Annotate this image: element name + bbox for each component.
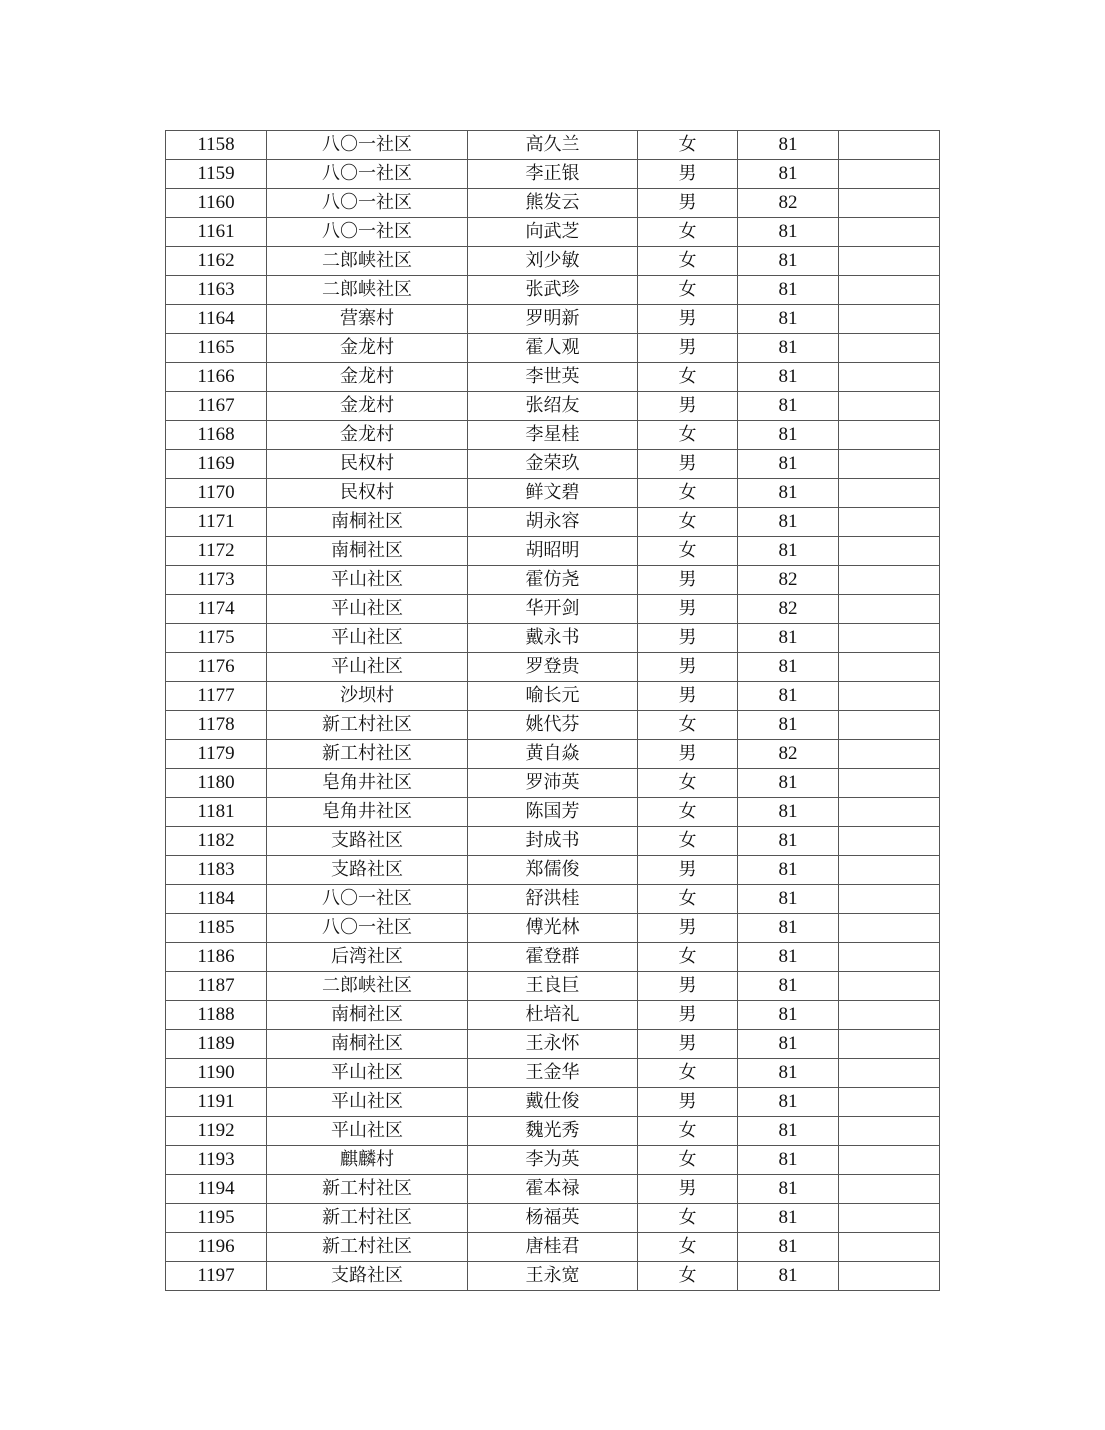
cell-note xyxy=(839,856,940,885)
cell-name: 舒洪桂 xyxy=(468,885,638,914)
cell-name: 杜培礼 xyxy=(468,1001,638,1030)
cell-community: 麒麟村 xyxy=(267,1146,468,1175)
cell-community: 八〇一社区 xyxy=(267,160,468,189)
cell-name: 王金华 xyxy=(468,1059,638,1088)
cell-name: 封成书 xyxy=(468,827,638,856)
cell-number: 1169 xyxy=(166,450,267,479)
cell-note xyxy=(839,711,940,740)
cell-community: 平山社区 xyxy=(267,1088,468,1117)
cell-age: 81 xyxy=(738,1262,839,1291)
cell-note xyxy=(839,740,940,769)
cell-number: 1184 xyxy=(166,885,267,914)
table-row xyxy=(166,537,940,566)
cell-number: 1159 xyxy=(166,160,267,189)
cell-age: 81 xyxy=(738,914,839,943)
cell-name: 戴永书 xyxy=(468,624,638,653)
cell-note xyxy=(839,1204,940,1233)
cell-number: 1185 xyxy=(166,914,267,943)
cell-age: 81 xyxy=(738,972,839,1001)
cell-age: 82 xyxy=(738,595,839,624)
cell-name: 高久兰 xyxy=(468,131,638,160)
table-row xyxy=(166,1146,940,1175)
table-row xyxy=(166,334,940,363)
cell-gender: 女 xyxy=(638,479,738,508)
cell-number: 1178 xyxy=(166,711,267,740)
cell-gender: 女 xyxy=(638,798,738,827)
cell-name: 鲜文碧 xyxy=(468,479,638,508)
cell-age: 81 xyxy=(738,421,839,450)
cell-gender: 男 xyxy=(638,450,738,479)
cell-age: 81 xyxy=(738,1117,839,1146)
table-row xyxy=(166,131,940,160)
cell-note xyxy=(839,218,940,247)
cell-note xyxy=(839,682,940,711)
cell-name: 陈国芳 xyxy=(468,798,638,827)
cell-community: 南桐社区 xyxy=(267,537,468,566)
cell-number: 1170 xyxy=(166,479,267,508)
cell-community: 二郎峡社区 xyxy=(267,972,468,1001)
cell-name: 霍本禄 xyxy=(468,1175,638,1204)
cell-community: 八〇一社区 xyxy=(267,218,468,247)
cell-note xyxy=(839,653,940,682)
cell-name: 张武珍 xyxy=(468,276,638,305)
cell-name: 刘少敏 xyxy=(468,247,638,276)
cell-gender: 女 xyxy=(638,276,738,305)
cell-community: 平山社区 xyxy=(267,624,468,653)
cell-age: 81 xyxy=(738,1059,839,1088)
table-row xyxy=(166,450,940,479)
cell-gender: 女 xyxy=(638,1146,738,1175)
cell-note xyxy=(839,189,940,218)
cell-number: 1158 xyxy=(166,131,267,160)
cell-gender: 女 xyxy=(638,131,738,160)
cell-community: 皂角井社区 xyxy=(267,798,468,827)
cell-age: 82 xyxy=(738,566,839,595)
cell-community: 新工村社区 xyxy=(267,740,468,769)
cell-note xyxy=(839,247,940,276)
cell-note xyxy=(839,421,940,450)
cell-name: 傅光林 xyxy=(468,914,638,943)
cell-community: 八〇一社区 xyxy=(267,189,468,218)
cell-age: 81 xyxy=(738,682,839,711)
cell-name: 李为英 xyxy=(468,1146,638,1175)
cell-name: 李世英 xyxy=(468,363,638,392)
cell-note xyxy=(839,305,940,334)
cell-number: 1168 xyxy=(166,421,267,450)
table-row xyxy=(166,624,940,653)
cell-number: 1190 xyxy=(166,1059,267,1088)
table-row xyxy=(166,769,940,798)
cell-community: 支路社区 xyxy=(267,827,468,856)
cell-gender: 男 xyxy=(638,1088,738,1117)
table-row xyxy=(166,653,940,682)
cell-number: 1182 xyxy=(166,827,267,856)
cell-age: 81 xyxy=(738,798,839,827)
cell-community: 金龙村 xyxy=(267,334,468,363)
table-row xyxy=(166,247,940,276)
cell-age: 81 xyxy=(738,769,839,798)
cell-name: 郑儒俊 xyxy=(468,856,638,885)
cell-note xyxy=(839,334,940,363)
cell-note xyxy=(839,479,940,508)
cell-number: 1181 xyxy=(166,798,267,827)
table-row xyxy=(166,740,940,769)
cell-community: 新工村社区 xyxy=(267,1175,468,1204)
cell-note xyxy=(839,914,940,943)
cell-gender: 男 xyxy=(638,1175,738,1204)
cell-community: 平山社区 xyxy=(267,595,468,624)
cell-age: 81 xyxy=(738,1001,839,1030)
cell-community: 南桐社区 xyxy=(267,508,468,537)
table-row xyxy=(166,421,940,450)
cell-gender: 女 xyxy=(638,1204,738,1233)
cell-gender: 女 xyxy=(638,769,738,798)
cell-note xyxy=(839,1233,940,1262)
cell-age: 81 xyxy=(738,1030,839,1059)
cell-gender: 女 xyxy=(638,885,738,914)
cell-number: 1180 xyxy=(166,769,267,798)
cell-number: 1175 xyxy=(166,624,267,653)
cell-number: 1196 xyxy=(166,1233,267,1262)
cell-community: 新工村社区 xyxy=(267,1204,468,1233)
cell-age: 81 xyxy=(738,1175,839,1204)
cell-note xyxy=(839,1059,940,1088)
cell-gender: 男 xyxy=(638,334,738,363)
cell-gender: 女 xyxy=(638,363,738,392)
cell-age: 81 xyxy=(738,160,839,189)
cell-community: 八〇一社区 xyxy=(267,131,468,160)
cell-community: 平山社区 xyxy=(267,1117,468,1146)
table-row xyxy=(166,682,940,711)
cell-gender: 男 xyxy=(638,914,738,943)
cell-note xyxy=(839,450,940,479)
cell-gender: 女 xyxy=(638,537,738,566)
cell-gender: 男 xyxy=(638,682,738,711)
cell-number: 1160 xyxy=(166,189,267,218)
cell-community: 平山社区 xyxy=(267,653,468,682)
cell-number: 1172 xyxy=(166,537,267,566)
cell-name: 姚代芬 xyxy=(468,711,638,740)
cell-note xyxy=(839,160,940,189)
cell-community: 南桐社区 xyxy=(267,1001,468,1030)
cell-number: 1161 xyxy=(166,218,267,247)
cell-name: 罗沛英 xyxy=(468,769,638,798)
cell-age: 81 xyxy=(738,218,839,247)
cell-gender: 女 xyxy=(638,508,738,537)
cell-age: 81 xyxy=(738,276,839,305)
table-row xyxy=(166,189,940,218)
cell-name: 霍登群 xyxy=(468,943,638,972)
cell-gender: 女 xyxy=(638,1059,738,1088)
cell-name: 王良巨 xyxy=(468,972,638,1001)
cell-community: 金龙村 xyxy=(267,392,468,421)
cell-age: 81 xyxy=(738,537,839,566)
cell-age: 81 xyxy=(738,1088,839,1117)
cell-community: 八〇一社区 xyxy=(267,885,468,914)
cell-age: 81 xyxy=(738,392,839,421)
cell-note xyxy=(839,885,940,914)
cell-community: 支路社区 xyxy=(267,856,468,885)
table-row xyxy=(166,827,940,856)
cell-name: 向武芝 xyxy=(468,218,638,247)
cell-gender: 男 xyxy=(638,566,738,595)
cell-number: 1162 xyxy=(166,247,267,276)
roster-table xyxy=(165,130,940,1291)
cell-number: 1165 xyxy=(166,334,267,363)
cell-note xyxy=(839,1175,940,1204)
cell-community: 新工村社区 xyxy=(267,711,468,740)
cell-number: 1191 xyxy=(166,1088,267,1117)
cell-gender: 男 xyxy=(638,972,738,1001)
cell-age: 81 xyxy=(738,711,839,740)
cell-gender: 男 xyxy=(638,595,738,624)
cell-age: 81 xyxy=(738,624,839,653)
cell-gender: 女 xyxy=(638,943,738,972)
cell-number: 1179 xyxy=(166,740,267,769)
cell-note xyxy=(839,798,940,827)
cell-community: 金龙村 xyxy=(267,363,468,392)
cell-community: 支路社区 xyxy=(267,1262,468,1291)
cell-age: 81 xyxy=(738,450,839,479)
table-row xyxy=(166,885,940,914)
cell-name: 金荣玖 xyxy=(468,450,638,479)
cell-number: 1188 xyxy=(166,1001,267,1030)
cell-note xyxy=(839,1030,940,1059)
cell-note xyxy=(839,131,940,160)
cell-note xyxy=(839,972,940,1001)
cell-name: 霍人观 xyxy=(468,334,638,363)
cell-name: 魏光秀 xyxy=(468,1117,638,1146)
cell-gender: 男 xyxy=(638,1001,738,1030)
cell-note xyxy=(839,1088,940,1117)
table-row xyxy=(166,276,940,305)
cell-number: 1174 xyxy=(166,595,267,624)
cell-name: 黄自焱 xyxy=(468,740,638,769)
cell-gender: 女 xyxy=(638,421,738,450)
cell-note xyxy=(839,508,940,537)
cell-gender: 男 xyxy=(638,653,738,682)
cell-age: 81 xyxy=(738,247,839,276)
cell-note xyxy=(839,827,940,856)
cell-number: 1164 xyxy=(166,305,267,334)
cell-number: 1189 xyxy=(166,1030,267,1059)
cell-name: 唐桂君 xyxy=(468,1233,638,1262)
table-row xyxy=(166,160,940,189)
cell-gender: 男 xyxy=(638,189,738,218)
cell-age: 82 xyxy=(738,189,839,218)
cell-note xyxy=(839,1001,940,1030)
cell-community: 营寨村 xyxy=(267,305,468,334)
cell-community: 新工村社区 xyxy=(267,1233,468,1262)
cell-number: 1183 xyxy=(166,856,267,885)
table-row xyxy=(166,1233,940,1262)
cell-community: 后湾社区 xyxy=(267,943,468,972)
table-row xyxy=(166,972,940,1001)
cell-name: 胡昭明 xyxy=(468,537,638,566)
cell-name: 熊发云 xyxy=(468,189,638,218)
table-row xyxy=(166,1117,940,1146)
cell-note xyxy=(839,276,940,305)
cell-note xyxy=(839,943,940,972)
cell-number: 1176 xyxy=(166,653,267,682)
table-row xyxy=(166,566,940,595)
cell-name: 胡永容 xyxy=(468,508,638,537)
cell-name: 罗明新 xyxy=(468,305,638,334)
table-row xyxy=(166,711,940,740)
cell-name: 霍仿尧 xyxy=(468,566,638,595)
cell-name: 杨福英 xyxy=(468,1204,638,1233)
cell-gender: 男 xyxy=(638,160,738,189)
cell-gender: 女 xyxy=(638,218,738,247)
cell-gender: 女 xyxy=(638,1262,738,1291)
cell-age: 81 xyxy=(738,1146,839,1175)
cell-community: 二郎峡社区 xyxy=(267,247,468,276)
table-row xyxy=(166,1001,940,1030)
table-row xyxy=(166,914,940,943)
cell-community: 沙坝村 xyxy=(267,682,468,711)
table-row xyxy=(166,363,940,392)
cell-name: 罗登贵 xyxy=(468,653,638,682)
cell-name: 张绍友 xyxy=(468,392,638,421)
cell-age: 81 xyxy=(738,508,839,537)
table-row xyxy=(166,1175,940,1204)
cell-age: 81 xyxy=(738,305,839,334)
cell-gender: 女 xyxy=(638,1233,738,1262)
cell-community: 南桐社区 xyxy=(267,1030,468,1059)
cell-name: 华开剑 xyxy=(468,595,638,624)
cell-number: 1187 xyxy=(166,972,267,1001)
cell-age: 81 xyxy=(738,653,839,682)
cell-community: 二郎峡社区 xyxy=(267,276,468,305)
cell-community: 皂角井社区 xyxy=(267,769,468,798)
cell-age: 81 xyxy=(738,334,839,363)
cell-name: 喻长元 xyxy=(468,682,638,711)
cell-number: 1171 xyxy=(166,508,267,537)
cell-number: 1194 xyxy=(166,1175,267,1204)
cell-age: 81 xyxy=(738,1204,839,1233)
table-row xyxy=(166,1030,940,1059)
cell-number: 1166 xyxy=(166,363,267,392)
cell-name: 王永宽 xyxy=(468,1262,638,1291)
cell-community: 八〇一社区 xyxy=(267,914,468,943)
cell-age: 81 xyxy=(738,885,839,914)
cell-number: 1186 xyxy=(166,943,267,972)
cell-gender: 女 xyxy=(638,711,738,740)
cell-name: 王永怀 xyxy=(468,1030,638,1059)
cell-number: 1177 xyxy=(166,682,267,711)
cell-number: 1173 xyxy=(166,566,267,595)
cell-name: 李星桂 xyxy=(468,421,638,450)
cell-age: 82 xyxy=(738,740,839,769)
table-row xyxy=(166,1059,940,1088)
cell-gender: 女 xyxy=(638,247,738,276)
cell-name: 戴仕俊 xyxy=(468,1088,638,1117)
cell-community: 金龙村 xyxy=(267,421,468,450)
cell-number: 1195 xyxy=(166,1204,267,1233)
table-row xyxy=(166,392,940,421)
cell-age: 81 xyxy=(738,827,839,856)
cell-community: 平山社区 xyxy=(267,566,468,595)
cell-note xyxy=(839,1146,940,1175)
cell-community: 民权村 xyxy=(267,479,468,508)
table-row xyxy=(166,1204,940,1233)
cell-gender: 男 xyxy=(638,624,738,653)
cell-number: 1167 xyxy=(166,392,267,421)
cell-number: 1197 xyxy=(166,1262,267,1291)
cell-gender: 男 xyxy=(638,856,738,885)
roster-table-body xyxy=(166,131,940,1291)
cell-note xyxy=(839,363,940,392)
cell-age: 81 xyxy=(738,1233,839,1262)
cell-age: 81 xyxy=(738,131,839,160)
cell-number: 1193 xyxy=(166,1146,267,1175)
table-row xyxy=(166,1088,940,1117)
cell-age: 81 xyxy=(738,943,839,972)
cell-note xyxy=(839,537,940,566)
table-row xyxy=(166,1262,940,1291)
cell-number: 1163 xyxy=(166,276,267,305)
cell-note xyxy=(839,392,940,421)
table-row xyxy=(166,856,940,885)
cell-gender: 男 xyxy=(638,392,738,421)
cell-note xyxy=(839,595,940,624)
table-row xyxy=(166,798,940,827)
table-row xyxy=(166,508,940,537)
table-row xyxy=(166,305,940,334)
cell-note xyxy=(839,769,940,798)
cell-note xyxy=(839,1117,940,1146)
cell-gender: 男 xyxy=(638,740,738,769)
cell-age: 81 xyxy=(738,479,839,508)
cell-community: 平山社区 xyxy=(267,1059,468,1088)
cell-note xyxy=(839,1262,940,1291)
cell-gender: 男 xyxy=(638,305,738,334)
table-row xyxy=(166,595,940,624)
cell-note xyxy=(839,566,940,595)
cell-gender: 女 xyxy=(638,1117,738,1146)
cell-gender: 女 xyxy=(638,827,738,856)
cell-age: 81 xyxy=(738,363,839,392)
table-row xyxy=(166,218,940,247)
cell-community: 民权村 xyxy=(267,450,468,479)
cell-name: 李正银 xyxy=(468,160,638,189)
cell-age: 81 xyxy=(738,856,839,885)
cell-note xyxy=(839,624,940,653)
table-row xyxy=(166,943,940,972)
cell-gender: 男 xyxy=(638,1030,738,1059)
cell-number: 1192 xyxy=(166,1117,267,1146)
table-row xyxy=(166,479,940,508)
